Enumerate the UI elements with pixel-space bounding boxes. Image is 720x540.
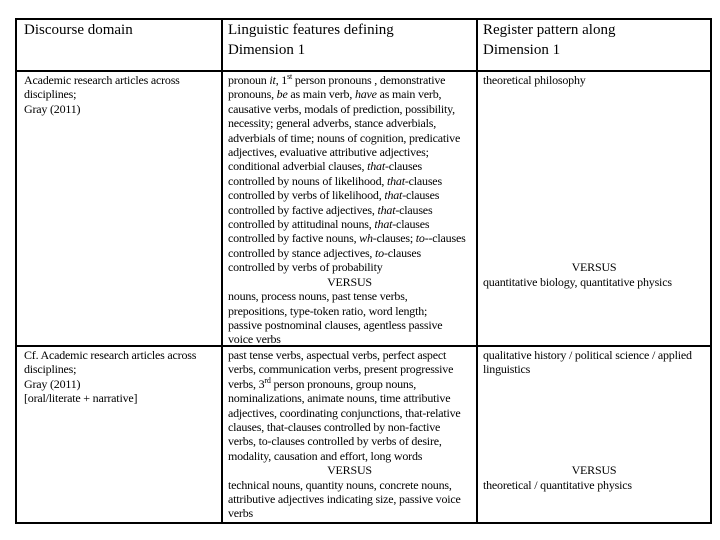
feature-text: attributive adjectives indicating size, passive voice	[228, 492, 461, 507]
header-text: Register pattern along	[483, 22, 616, 38]
feature-text: nouns, process nouns, past tense verbs,	[228, 289, 408, 304]
feature-text: verbs, 3	[228, 376, 265, 391]
feature-line	[228, 231, 471, 245]
feature-text: as main verb,	[376, 87, 442, 102]
italic-term: that	[374, 217, 393, 232]
header-linguistic-features	[223, 20, 476, 60]
pattern-top: theoretical philosophy	[483, 73, 586, 87]
feature-line	[228, 116, 471, 130]
row2-pattern	[478, 348, 710, 523]
feature-line	[228, 449, 471, 463]
feature-text: controlled by factive adjectives,	[228, 202, 378, 217]
feature-line	[228, 246, 471, 260]
feature-text: verbs	[228, 506, 253, 521]
feature-text: adjectives, coordinating conjunctions, that-relative	[228, 405, 461, 420]
feature-text: -clauses	[383, 245, 422, 260]
italic-term: it	[269, 73, 276, 87]
header-text: Dimension 1	[228, 42, 306, 58]
row1-domain	[19, 73, 221, 116]
feature-line	[228, 73, 471, 87]
feature-text: as main verb,	[287, 87, 355, 102]
feature-text: person pronouns, group nouns,	[270, 376, 416, 391]
feature-text: -clauses	[402, 188, 440, 203]
feature-text: nominalizations, animate nouns, time attributive	[228, 391, 451, 406]
domain-line: disciplines;	[24, 362, 77, 377]
italic-term: have	[354, 87, 377, 102]
feature-text: conditional adverbial clauses,	[228, 159, 368, 174]
row2-domain	[19, 348, 221, 406]
dimension-table	[15, 18, 712, 524]
feature-text: controlled by stance adjectives,	[228, 245, 376, 260]
domain-line: Academic research articles across	[24, 73, 180, 87]
feature-line	[228, 492, 471, 506]
feature-line	[228, 377, 471, 391]
feature-text: person pronouns , demonstrative	[292, 73, 446, 87]
feature-text: --clauses	[424, 231, 466, 246]
feature-text: prepositions, type-token ratio, word length;	[228, 303, 428, 318]
feature-line	[228, 420, 471, 434]
feature-line	[228, 289, 471, 303]
feature-text: controlled by verbs of probability	[228, 260, 383, 275]
feature-line	[228, 318, 471, 332]
italic-term: that	[384, 188, 403, 203]
feature-text: controlled by attitudinal nouns,	[228, 217, 375, 232]
italic-term: be	[276, 87, 288, 102]
feature-line	[228, 145, 471, 159]
italic-term: to	[375, 245, 384, 260]
italic-term: that	[377, 202, 396, 217]
feature-text: controlled by nouns of likelihood,	[228, 173, 387, 188]
feature-line	[228, 332, 471, 346]
feature-line	[228, 203, 471, 217]
feature-text: passive postnominal clauses, agentless passive	[228, 317, 443, 332]
row2-features	[223, 348, 476, 521]
feature-line	[228, 348, 471, 362]
italic-term: wh	[359, 231, 373, 246]
feature-text: adverbials of time; nouns of cognition, predicative	[228, 130, 461, 145]
feature-text: controlled by factive nouns,	[228, 231, 360, 246]
italic-term: that	[367, 159, 385, 174]
feature-line	[228, 159, 471, 173]
feature-line	[228, 463, 471, 477]
pattern-versus: VERSUS	[571, 463, 617, 477]
header-discourse-domain	[19, 20, 221, 40]
row1-features	[223, 73, 476, 347]
pattern-bottom: theoretical / quantitative physics	[483, 478, 632, 492]
feature-line	[228, 304, 471, 318]
feature-line	[228, 131, 471, 145]
pattern-versus: VERSUS	[571, 260, 617, 274]
feature-text: -clauses	[395, 202, 433, 217]
feature-line	[228, 188, 471, 202]
feature-text: voice verbs	[228, 332, 281, 347]
feature-text: clauses, that-clauses controlled by non-factive	[228, 420, 441, 435]
feature-text: adjectives, evaluative attributive adjectives;	[228, 145, 429, 160]
pattern-top: qualitative history / political science / applied linguistics	[483, 348, 692, 377]
feature-text: pronoun	[228, 73, 270, 87]
feature-line	[228, 102, 471, 116]
domain-line: Cf. Academic research articles across	[24, 348, 197, 362]
feature-text: past tense verbs, aspectual verbs, perfect aspect	[228, 348, 447, 362]
domain-line: disciplines;	[24, 87, 77, 102]
feature-text: , 1	[275, 73, 288, 87]
feature-text: pronouns,	[228, 87, 277, 102]
feature-line	[228, 260, 471, 274]
feature-line	[228, 434, 471, 448]
feature-text: -clauses	[404, 173, 442, 188]
pattern-bottom: quantitative biology, quantitative physics	[483, 275, 672, 289]
feature-text: -clauses;	[372, 231, 416, 246]
row1-pattern	[478, 73, 710, 343]
feature-line	[228, 362, 471, 376]
feature-text: -clauses	[392, 217, 430, 232]
feature-line	[228, 275, 471, 289]
feature-text: VERSUS	[327, 463, 372, 478]
feature-text: causative verbs, modals of prediction, possibility,	[228, 101, 455, 116]
italic-term: that	[386, 173, 405, 188]
header-text: Linguistic features defining	[228, 22, 394, 38]
feature-text: technical nouns, quantity nouns, concrete nouns,	[228, 477, 452, 492]
feature-text: verbs, to-clauses controlled by verbs of desire,	[228, 434, 442, 449]
feature-line	[228, 217, 471, 231]
feature-line	[228, 174, 471, 188]
feature-text: modality, causation and effort, long words	[228, 448, 423, 463]
feature-line	[228, 87, 471, 101]
italic-term: to	[415, 231, 425, 246]
feature-text: VERSUS	[327, 274, 372, 289]
feature-text: rd	[264, 375, 271, 385]
feature-line	[228, 506, 471, 520]
domain-line: Gray (2011)	[24, 376, 81, 391]
row-divider	[17, 70, 710, 72]
feature-text: necessity; general adverbs, stance adverbials,	[228, 116, 437, 131]
header-register-pattern	[478, 20, 710, 60]
feature-text: st	[287, 72, 293, 81]
header-text: Discourse domain	[24, 22, 133, 38]
domain-line: Gray (2011)	[24, 101, 81, 116]
feature-line	[228, 391, 471, 405]
domain-line: [oral/literate + narrative]	[24, 391, 138, 406]
feature-line	[228, 406, 471, 420]
header-text: Dimension 1	[483, 42, 561, 58]
feature-text: controlled by verbs of likelihood,	[228, 188, 385, 203]
feature-text: -clauses	[384, 159, 423, 174]
feature-line	[228, 478, 471, 492]
feature-text: verbs, communication verbs, present progressive	[228, 362, 454, 377]
